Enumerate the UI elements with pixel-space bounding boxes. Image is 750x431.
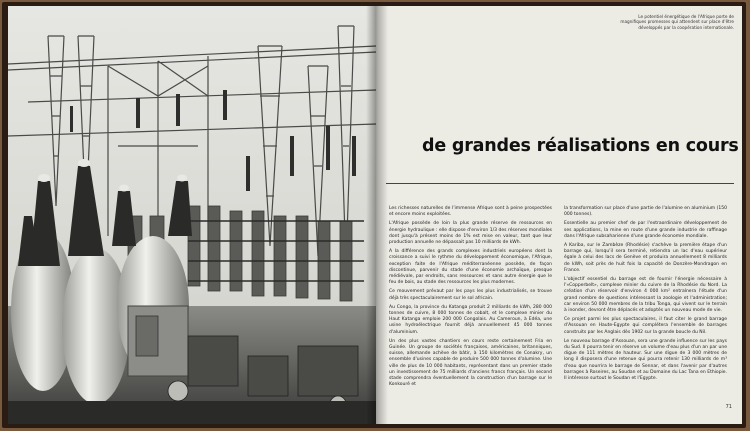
book-gutter-shadow <box>366 6 388 424</box>
paragraph: A la différence des grands complexes industriels européens dont la croissance a suivi le rythme du développement économique, l'Afrique, exception faite de l'Afrique méditerranéenne possède, de façon discontinue, parvenir du stade d'une économie archaïque, presque médiévale, par endroits, sans ressources et sans autre énergie que le feu de bois, au stade des ressources les plus modernes. <box>389 249 552 286</box>
page-number: 71 <box>725 404 732 410</box>
photo-caption: Le potentiel énergétique de l'Afrique porte de magnifiques promesses qui attendent sur place d'être développés par la coopération internationale. <box>620 14 734 30</box>
left-page <box>8 6 376 424</box>
page-heading: de grandes réalisations en cours <box>422 136 739 156</box>
paragraph: L'objectif essentiel du barrage est de fournir l'énergie nécessaire à l'«Copperbelt», complexe minier du cuivre de la Rhodésie du Nord. La création d'un réservoir d'environ 4 000 km² entraînera l'étude d'un grand nombre de questions intéressant la zoologie et l'administration; car environ 50 000 membres de la tribu Tonga, qui vivent sur le terrain à inonder, devront être déplacés et adoptés un nouveau mode de vie. <box>564 277 727 314</box>
paragraph: L'Afrique possède de loin la plus grande réserve de ressources en énergie hydraulique : elle dispose d'environ 1/3 des réserves mondiales dont jusqu'à présent moins de 1% est mise en valeur, tant que leur production annuelle ne dépassait pas 10 milliards de kWh. <box>389 221 552 246</box>
paragraph: la transformation sur place d'une partie de l'alumine en aluminium (150 000 tonnes). <box>564 206 727 218</box>
paragraph: A Kariba, sur le Zambèze (Rhodésie) s'achève la première étape d'un barrage qui, lorsqu'il sera terminé, retiendra un lac d'eau supérieur égale à celui des lacs de Genève et produira annuellement 8 milliards de kWh, soit près de huit fois la capacité de Donzère-Mondragon en France. <box>564 243 727 273</box>
paragraph: Un des plus vastes chantiers en cours reste certainement Fria en Guinée. Un groupe de sociétés françaises, américaines, britanniques, suisse, allemande achève de bâtir, à 150 kilomètres de Conakry, un ensemble d'usines capable de produire 500 000 tonnes d'alumine. Une ville de plus de 10 000 habitants, représentant dans un premier stade un investissement de 75 milliards d'anciens francs français. Un second stade comprendra éventuellement la construction d'un barrage sur le Konkouré et <box>389 338 552 388</box>
paragraph: Au Congo, la province du Katanga produit 2 milliards de kWh, 280 000 tonnes de cuivre, 8 000 tonnes de cobalt, et le complexe minier du Haut Katanga emploie 200 000 Congolais. Au Cameroun, à Edéa, une usine hydroélectrique fournit déjà annuellement 45 000 tonnes d'aluminium. <box>389 304 552 335</box>
power-station-photo <box>8 6 376 424</box>
text-column-left <box>389 206 552 391</box>
heading-rule <box>386 183 734 184</box>
paragraph: Essentielle au premier chef de par l'extraordinaire développement de ses applications, la mine en route d'une grande industrie de raffinage dans l'Afrique subsaharienne d'une grande économie mondiale. <box>564 221 727 239</box>
paragraph: Le nouveau barrage d'Assouan, sera une grande influence sur les pays du Sud. Il pourra tenir en réserve un volume d'eau plus d'un an par une digue de 111 mètres de hauteur. Sur une digue de 3 000 mètres de long il disposera d'une retenue qui pourra retenir 130 milliards de m³ d'eau que nourrira le barrage de Sennar, et dans l'avenir par d'autres barrages à Roseires, au Soudan et au Domaine du Lac Tana en Ethiopie. Il intéresse surtout le Soudan et l'Egypte. <box>564 338 727 382</box>
paragraph: Les richesses naturelles de l'immense Afrique sont à peine prospectées et encore moins exploitées. <box>389 206 552 218</box>
right-page <box>376 6 742 424</box>
paragraph: Ce mouvement prévaut par les pays les plus industrialisés, se trouve déjà très spectaculairement sur le sol africain. <box>389 289 552 301</box>
text-column-right <box>564 206 727 385</box>
paragraph: Ce projet parmi les plus spectaculaires, il faut citer le grand barrage d'Assouan en Haute-Egypte qui complétera l'ensemble de barrages construits par les Anglais dès 1902 sur la grande boucle du Nil. <box>564 317 727 335</box>
